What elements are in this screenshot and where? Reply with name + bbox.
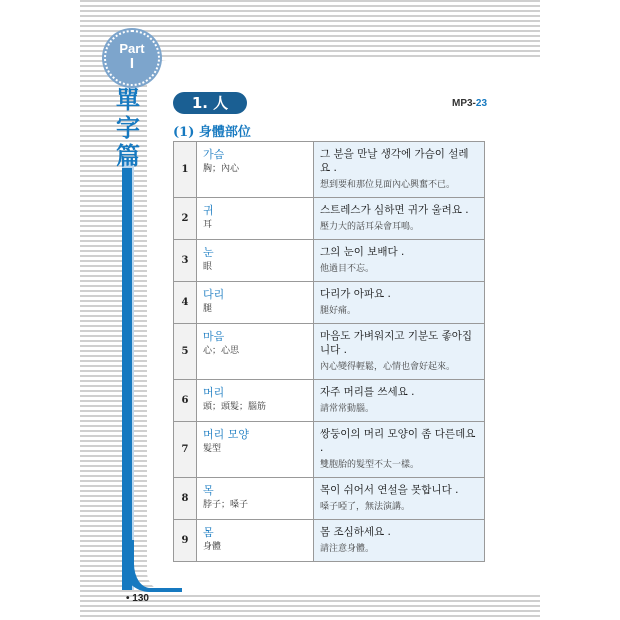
page-number: • 130 [126, 593, 149, 604]
korean-sentence: 몸 조심하세요 . [320, 526, 391, 538]
word-cell [197, 142, 314, 198]
word-cell [197, 478, 314, 520]
entry-number: 3 [174, 240, 197, 282]
entry-number: 2 [174, 198, 197, 240]
korean-sentence: 자주 머리를 쓰세요 . [320, 386, 415, 398]
word-cell [197, 240, 314, 282]
part-badge [104, 30, 160, 86]
sentence-cell [314, 282, 485, 324]
table-row [174, 520, 485, 562]
word-cell [197, 324, 314, 380]
entry-number: 4 [174, 282, 197, 324]
sentence-cell [314, 422, 485, 478]
table-row [174, 198, 485, 240]
korean-sentence: 다리가 아파요 . [320, 288, 391, 300]
chinese-meaning: 頭；頭髮；腦筋 [203, 402, 267, 412]
sentence-cell [314, 142, 485, 198]
entry-number: 7 [174, 422, 197, 478]
chinese-translation: 想到要和那位見面內心興奮不已。 [320, 180, 456, 190]
entry-number: 6 [174, 380, 197, 422]
sentence-cell [314, 520, 485, 562]
entry-number: 1 [174, 142, 197, 198]
audio-number: 23 [475, 98, 488, 109]
table-row [174, 324, 485, 380]
korean-word: 몸 [203, 526, 214, 539]
chapter-title-char: 字 [116, 113, 140, 142]
korean-sentence: 그의 눈이 보배다 . [320, 246, 405, 258]
korean-word: 눈 [203, 246, 214, 259]
word-cell [197, 198, 314, 240]
section-title: (1) 身體部位 [173, 125, 251, 140]
chinese-meaning: 眼 [203, 262, 213, 272]
chapter-vertical-title [114, 86, 142, 170]
chinese-translation: 腿好痛。 [320, 306, 357, 316]
chinese-meaning: 脖子；嗓子 [203, 500, 249, 510]
chinese-translation: 雙胞胎的髮型不太一樣。 [320, 460, 420, 470]
chinese-translation: 嗓子啞了，無法演講。 [320, 502, 411, 512]
side-bar [122, 168, 132, 590]
sentence-cell [314, 380, 485, 422]
audio-prefix: MP3- [452, 98, 476, 109]
table-row [174, 478, 485, 520]
korean-word: 가슴 [203, 148, 225, 161]
word-cell [197, 422, 314, 478]
chapter-title-char: 單 [116, 85, 140, 114]
part-numeral: I [129, 55, 135, 72]
table-row [174, 422, 485, 478]
korean-sentence: 쌍둥이의 머리 모양이 좀 다른데요 . [320, 428, 476, 454]
sentence-cell [314, 198, 485, 240]
part-label: Part [119, 41, 145, 56]
korean-sentence: 스트레스가 심하면 귀가 울려요 . [320, 204, 469, 216]
entry-number: 5 [174, 324, 197, 380]
korean-word: 머리 모양 [203, 428, 250, 441]
chinese-meaning: 耳 [203, 220, 213, 230]
audio-track-label [452, 98, 487, 109]
chapter-title-char: 篇 [116, 141, 140, 170]
korean-word: 머리 [203, 386, 225, 399]
korean-word: 목 [203, 484, 214, 497]
word-cell [197, 520, 314, 562]
korean-word: 다리 [203, 288, 225, 301]
entry-number: 9 [174, 520, 197, 562]
table-row [174, 380, 485, 422]
entry-number: 8 [174, 478, 197, 520]
table-row [174, 240, 485, 282]
korean-word: 귀 [203, 204, 214, 217]
chinese-translation: 壓力大的話耳朵會耳鳴。 [320, 222, 420, 232]
korean-sentence: 목이 쉬어서 연설을 못합니다 . [320, 484, 459, 496]
chinese-meaning: 腿 [203, 304, 213, 314]
chinese-meaning: 心；心思 [203, 346, 240, 356]
korean-sentence: 그 분을 만날 생각에 가슴이 설레요 . [320, 148, 469, 174]
vocab-table [173, 141, 485, 562]
chinese-meaning: 胸；內心 [203, 164, 240, 174]
table-row [174, 282, 485, 324]
chinese-translation: 內心變得輕鬆，心情也會好起來。 [320, 362, 456, 372]
chinese-translation: 請注意身體。 [320, 544, 375, 554]
table-row [174, 142, 485, 198]
lesson-title: 1. 人 [173, 92, 247, 114]
korean-word: 마음 [203, 330, 225, 343]
chinese-meaning: 身體 [203, 542, 222, 552]
sentence-cell [314, 324, 485, 380]
word-cell [197, 380, 314, 422]
chinese-translation: 他過目不忘。 [320, 264, 375, 274]
sentence-cell [314, 478, 485, 520]
korean-sentence: 마음도 가벼워지고 기분도 좋아집니다 . [320, 330, 473, 356]
word-cell [197, 282, 314, 324]
sentence-cell [314, 240, 485, 282]
chinese-translation: 請常常動腦。 [320, 404, 375, 414]
chinese-meaning: 髮型 [203, 444, 222, 454]
